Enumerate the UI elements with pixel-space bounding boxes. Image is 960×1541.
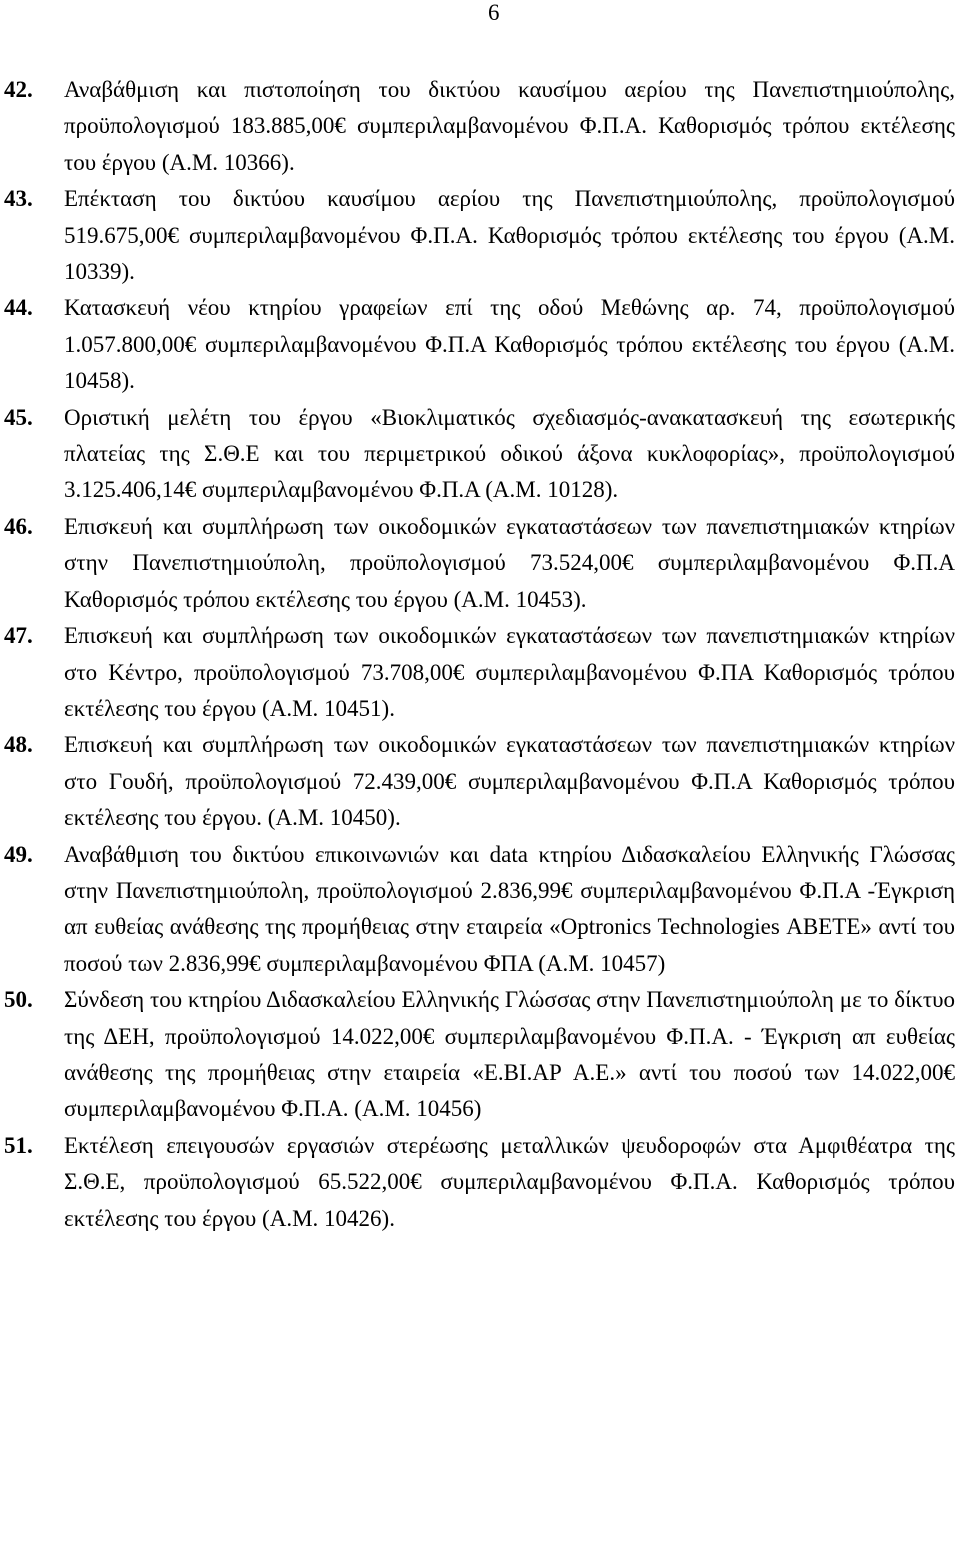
item-text: Επισκευή και συμπλήρωση των οικοδομικών εγκαταστάσεων των πανεπιστημιακών κτηρίων στην Πανεπιστημιούπολη, προϋπολογισμού 73.524,00€ συμπεριλαμβανομένου Φ.Π.Α Καθορισμός τρόπου εκτέλεσης του έργου (Α.Μ. 10453). bbox=[64, 513, 955, 612]
item-number: 47. bbox=[4, 623, 33, 649]
agenda-item bbox=[0, 400, 960, 509]
agenda-item bbox=[0, 982, 960, 1128]
agenda-item bbox=[0, 1128, 960, 1237]
page-number: 6 bbox=[488, 0, 500, 25]
item-number: 42. bbox=[4, 77, 33, 102]
item-text: Επισκευή και συμπλήρωση των οικοδομικών εγκαταστάσεων των πανεπιστημιακών κτηρίων στο Κέντρο, προϋπολογισμού 73.708,00€ συμπεριλαμβανομένου Φ.ΠΑ Καθορισμός τρόπου εκτέλεσης του έργου (Α.Μ. 10451). bbox=[64, 623, 955, 721]
agenda-item bbox=[0, 618, 960, 727]
item-number: 43. bbox=[4, 186, 33, 212]
item-number: 45. bbox=[4, 404, 33, 430]
item-text: Επισκευή και συμπλήρωση των οικοδομικών εγκαταστάσεων των πανεπιστημιακών κτηρίων στο Γουδή, προϋπολογισμού 72.439,00€ συμπεριλαμβανομένου Φ.Π.Α Καθορισμός τρόπου εκτέλεσης του έργου. (Α.Μ. 10450). bbox=[64, 732, 955, 831]
agenda-item bbox=[0, 72, 960, 181]
item-text: Επέκταση του δικτύου καυσίμου αερίου της Πανεπιστημιούπολης, προϋπολογισμού 519.675,00€ συμπεριλαμβανομένου Φ.Π.Α. Καθορισμός τρόπου εκτέλεσης του έργου (Α.Μ. 10339). bbox=[64, 186, 955, 285]
item-text: Αναβάθμιση και πιστοποίηση του δικτύου καυσίμου αερίου της Πανεπιστημιούπολης, προϋπολογισμού 183.885,00€ συμπεριλαμβανομένου Φ.Π.Α. Καθορισμός τρόπου εκτέλεσης του έργου (Α.Μ. 10366). bbox=[64, 77, 955, 175]
item-number: 46. bbox=[4, 513, 33, 539]
item-number: 49. bbox=[4, 841, 33, 867]
agenda-item bbox=[0, 727, 960, 836]
item-text: Εκτέλεση επειγουσών εργασιών στερέωσης μεταλλικών ψευδοροφών στα Αμφιθέατρα της Σ.Θ.Ε, προϋπολογισμού 65.522,00€ συμπεριλαμβανομένου Φ.Π.Α. Καθορισμός τρόπου εκτέλεσης του έργου (Α.Μ. 10426). bbox=[64, 1132, 955, 1231]
item-number: 50. bbox=[4, 987, 33, 1013]
agenda-item bbox=[0, 290, 960, 399]
item-text: Σύνδεση του κτηρίου Διδασκαλείου Ελληνικής Γλώσσας στην Πανεπιστημιούπολη με το δίκτυο της ΔΕΗ, προϋπολογισμού 14.022,00€ συμπεριλαμβανομένου Φ.Π.Α. - Έγκριση απ ευθείας ανάθεσης της προμήθειας στην εταιρεία «Ε.ΒΙ.ΑΡ Α.Ε.» αντί του ποσού των 14.022,00€ συμπεριλαμβανομένου Φ.Π.Α. (Α.Μ. 10456) bbox=[64, 987, 955, 1122]
agenda-item bbox=[0, 509, 960, 618]
item-number: 51. bbox=[4, 1132, 33, 1158]
item-text: Αναβάθμιση του δικτύου επικοινωνιών και data κτηρίου Διδασκαλείου Ελληνικής Γλώσσας στην Πανεπιστημιούπολη, προϋπολογισμού 2.836,99€ συμπεριλαμβανομένου Φ.Π.Α -Έγκριση απ ευθείας ανάθεσης της προμήθειας στην εταιρεία «Optronics Technologies ΑΒΕΤΕ» αντί του ποσού των 2.836,99€ συμπεριλαμβανομένου ΦΠΑ (Α.Μ. 10457) bbox=[64, 841, 955, 976]
item-text: Οριστική μελέτη του έργου «Βιοκλιματικός σχεδιασμός-ανακατασκευή της εσωτερικής πλατείας της Σ.Θ.Ε και του περιμετρικού οδικού άξονα κυκλοφορίας», προϋπολογισμού 3.125.406,14€ συμπεριλαμβανομένου Φ.Π.Α (Α.Μ. 10128). bbox=[64, 404, 955, 503]
agenda-item bbox=[0, 837, 960, 983]
item-number: 48. bbox=[4, 732, 33, 758]
item-text: Κατασκευή νέου κτηρίου γραφείων επί της οδού Μεθώνης αρ. 74, προϋπολογισμού 1.057.800,00€ συμπεριλαμβανομένου Φ.Π.Α Καθορισμός τρόπου εκτέλεσης του έργου (Α.Μ. 10458). bbox=[64, 295, 955, 394]
agenda-item bbox=[0, 181, 960, 290]
agenda-list bbox=[0, 72, 960, 1237]
item-number: 44. bbox=[4, 295, 33, 321]
